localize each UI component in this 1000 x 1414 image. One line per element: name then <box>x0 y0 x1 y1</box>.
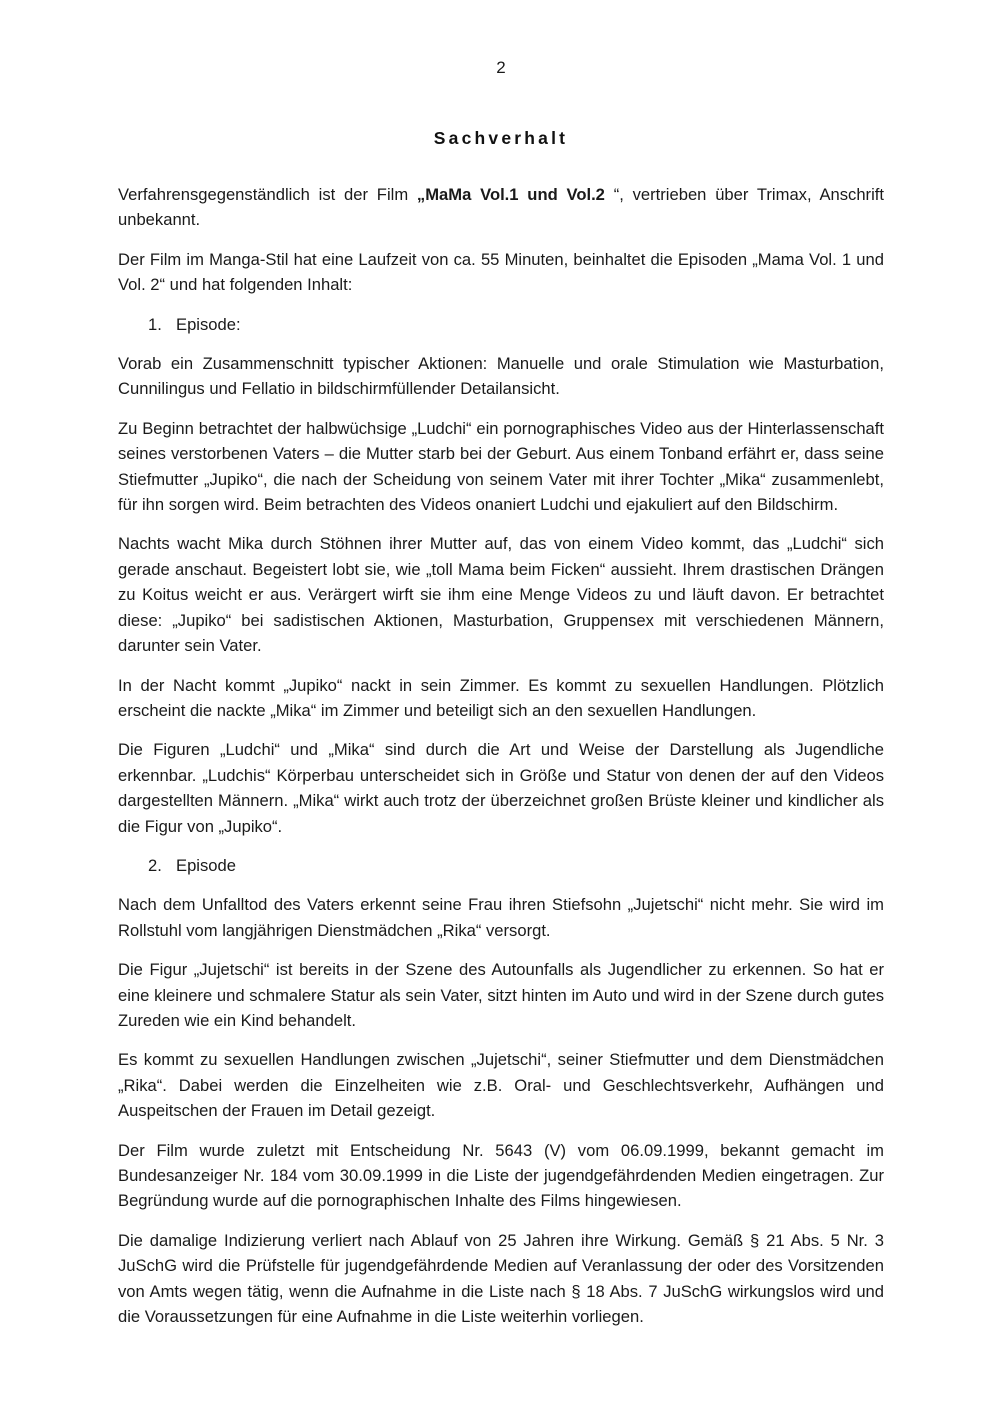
paragraph-legal-basis: Die damalige Indizierung verliert nach Ablauf von 25 Jahren ihre Wirkung. Gemäß § 21 Abs. 5 Nr. 3 JuSchG wird die Prüfstelle für jugendgefährdende Medien auf Veranlassung der oder des Vorsitzenden von Amts wegen tätig, wenn die Aufnahme in die Liste nach § 18 Abs. 7 JuSchG wirkungslos wird und die Voraussetzungen für eine Aufnahme in die Liste weiterhin vorliegen. <box>118 1230 884 1327</box>
paragraph-episode1-characters: Die Figuren „Ludchi“ und „Mika“ sind durch die Art und Weise der Darstellung als Jugendliche erkennbar. „Ludchis“ Körperbau unterscheidet sich in Größe und Statur von denen der auf den Videos dargestellten Männern. „Mika“ wirkt auch trotz der überzeichnet großen Brüste kleiner und kindlicher als die Figur von „Jupiko“. <box>118 740 884 836</box>
paragraph-episode1-opening: Zu Beginn betrachtet der halbwüchsige „Ludchi“ ein pornographisches Video aus der Hinterlassenschaft seines verstorbenen Vaters – die Mutter starb bei der Geburt. Aus einem Tonband erfährt er, dass seine Stiefmutter „Jupiko“, die nach der Scheidung von seinem Vater mit ihrer Tochter „Mika“ zusammenlebt, für ihn sorgen wird. Beim betrachten des Videos onaniert Ludchi und ejakuliert auf den Bildschirm. <box>118 418 884 515</box>
paragraph-episode1-night: Nachts wacht Mika durch Stöhnen ihrer Mutter auf, das von einem Video kommt, das „Ludchi“ sich gerade anschaut. Begeistert lobt sie, wie „toll Mama beim Ficken“ aussieht. Ihrem drastischen Drängen zu Koitus weicht er aus. Verärgert wirft sie ihm eine Menge Videos zu und läuft davon. Er betrachtet diese: „Jupiko“ bei sadistischen Aktionen, Masturbation, Gruppensex mit verschiedenen Männern, darunter sein Vater. <box>118 534 884 656</box>
list-item-episode-2 <box>118 853 884 878</box>
film-title-emphasis: „MaMa Vol.1 und Vol.2 <box>416 185 614 204</box>
paragraph-episode2-scenes: Es kommt zu sexuellen Handlungen zwischen „Jujetschi“, seiner Stiefmutter und dem Dienstmädchen „Rika“. Dabei werden die Einzelheiten wie z.B. Oral- und Geschlechtsverkehr, Aufhängen und Auspeitschen der Frauen im Detail gezeigt. <box>118 1050 884 1121</box>
paragraph-text-trail: “, vertrieben über Trimax, Anschrift unbekannt. <box>118 185 884 230</box>
paragraph-film-runtime: Der Film im Manga-Stil hat eine Laufzeit von ca. 55 Minuten, beinhaltet die Episoden „Mama Vol. 1 und Vol. 2“ und hat folgenden Inhalt: <box>118 249 884 295</box>
paragraph-episode1-montage: Vorab ein Zusammenschnitt typischer Aktionen: Manuelle und orale Stimulation wie Masturbation, Cunnilingus und Fellatio in bildschirmfüllender Detailansicht. <box>118 354 884 399</box>
paragraph-episode2-setup: Nach dem Unfalltod des Vaters erkennt seine Frau ihren Stiefsohn „Jujetschi“ nicht mehr. Sie wird im Rollstuhl vom langjährigen Dienstmädchen „Rika“ versorgt. <box>118 895 884 940</box>
list-marker: 2. <box>148 855 162 875</box>
list-item-label: Episode: <box>176 314 241 334</box>
page-number: 2 <box>496 58 506 77</box>
paragraph-text-lead: Verfahrensgegenständlich ist der Film <box>118 185 417 204</box>
list-item-episode-1 <box>118 312 884 337</box>
document-body <box>118 182 884 1329</box>
list-item-label: Episode <box>176 855 236 875</box>
page-title: Sachverhalt <box>433 128 569 148</box>
list-marker: 1. <box>148 314 162 334</box>
paragraph-film-identification <box>118 182 884 233</box>
paragraph-episode1-bedroom: In der Nacht kommt „Jupiko“ nackt in sein Zimmer. Es kommt zu sexuellen Handlungen. Plötzlich erscheint die nackte „Mika“ im Zimmer und beteiligt sich an den sexuellen Handlungen. <box>118 675 884 720</box>
paragraph-episode2-character: Die Figur „Jujetschi“ ist bereits in der Szene des Autounfalls als Jugendlicher zu erkennen. So hat er eine kleinere und schmalere Statur als sein Vater, sitzt hinten im Auto und wird in der Szene durch gutes Zureden wie ein Kind behandelt. <box>118 960 884 1030</box>
paragraph-indexing-decision: Der Film wurde zuletzt mit Entscheidung Nr. 5643 (V) vom 06.09.1999, bekannt gemacht im Bundesanzeiger Nr. 184 vom 30.09.1999 in die Liste der jugendgefährdenden Medien eingetragen. Zur Begründung wurde auf die pornographischen Inhalte des Films hingewiesen. <box>118 1140 884 1211</box>
